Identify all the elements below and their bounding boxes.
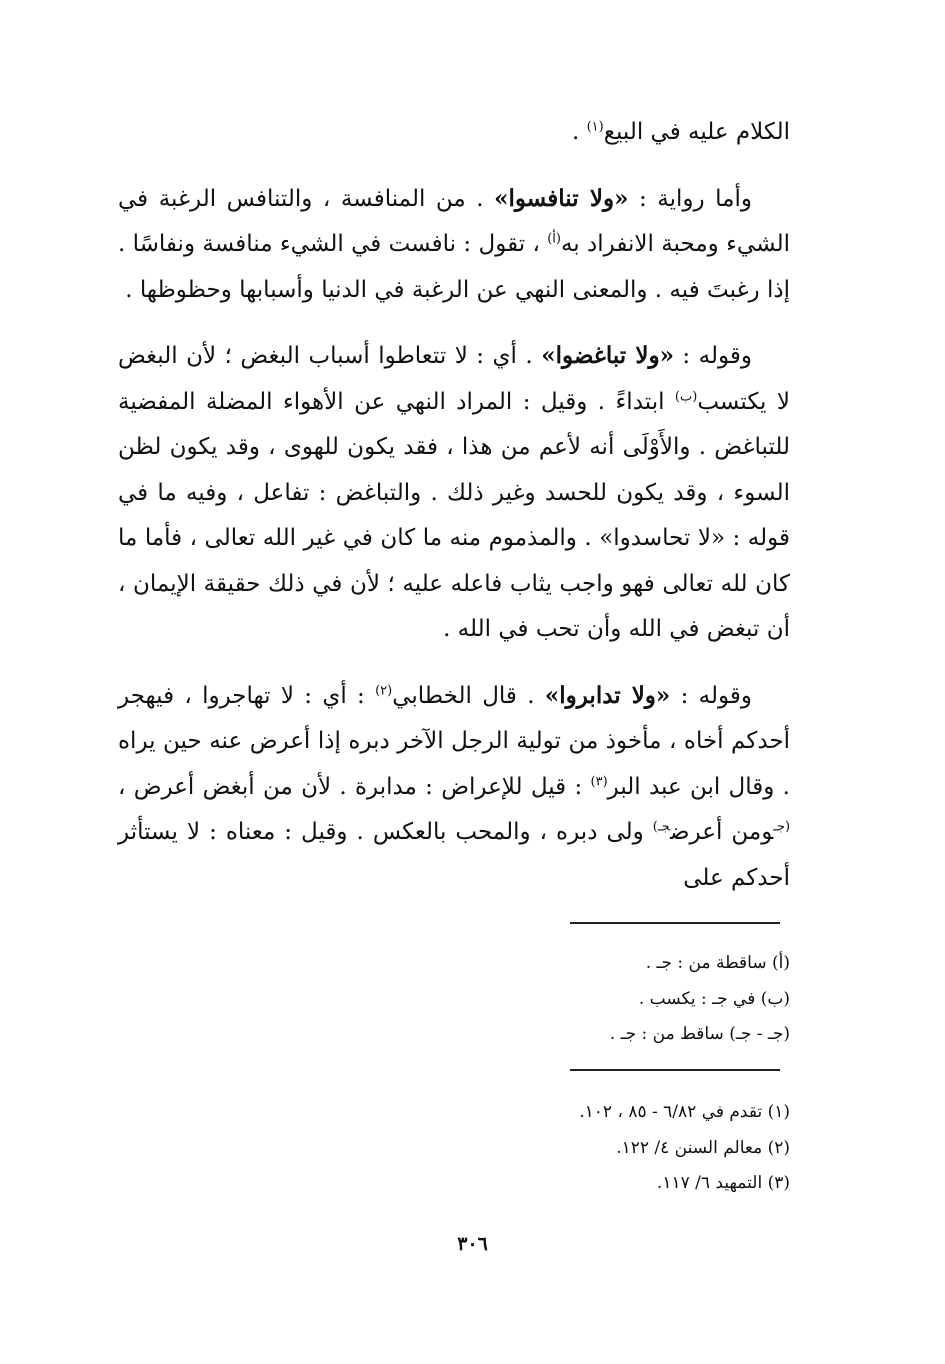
hadith-term-tadabaru: «ولا تدابروا»	[544, 681, 671, 709]
paragraph-4	[118, 673, 790, 902]
paragraph-4-text-3: : قيل للإعراض : مدابرة . لأن من أبغض أعرض ،	[118, 773, 591, 800]
source-footnotes	[118, 1095, 790, 1202]
paragraph-1-text: الكلام عليه في البيع	[603, 119, 790, 145]
hadith-term-tabaghadu: «ولا تباغضوا»	[541, 342, 674, 369]
paragraph-2	[118, 176, 790, 314]
variant-mark-ba: (ب)	[674, 388, 698, 404]
variant-footnote-alif: (أ) ساقطة من : جـ .	[645, 953, 790, 973]
source-footnote-1: (١) تقدم في ٦/٨٢ - ٨٥ ، ١٠٢.	[579, 1102, 790, 1122]
paragraph-4-text-5: ولى دبره ، والمحب بالعكس . وقيل : معناه : لا يستأثر أحدكم على	[118, 819, 790, 891]
paragraph-3-text-1: . أي : لا تتعاطوا أسباب البغض ؛ لأن البغض لا يكتسب	[118, 343, 790, 415]
paragraph-4-text-2: : أي : لا تهاجروا ، فيهجر أحدكم أخاه ، مأخوذ من تولية الرجل الآخر دبره إذا أعرض عنه حين يراه . وقال ابن عبد البر	[118, 682, 790, 800]
variant-footnotes	[118, 946, 790, 1053]
variant-mark-alif: (أ)	[547, 231, 561, 247]
paragraph-2-text-2: ، تقول : نافست في الشيء منافسة ونفاسًا . إذا رغبتَ فيه . والمعنى النهي عن الرغبة في الدنيا وأسبابها وحظوظها .	[118, 231, 790, 303]
footnote-divider-sources	[570, 1069, 780, 1071]
paragraph-1-end: .	[571, 119, 587, 145]
variant-footnote-ba: (ب) في جـ : يكسب .	[638, 988, 790, 1009]
paragraph-4-lead: وقوله :	[670, 682, 752, 709]
paragraph-1	[118, 110, 790, 156]
variant-mark-jim-close: جـ)	[652, 819, 671, 835]
reference-mark-1: (١)	[586, 119, 604, 135]
main-text	[118, 110, 790, 921]
source-footnote-3: (٣) التمهيد ٦/ ١١٧.	[656, 1173, 790, 1193]
paragraph-3-text-2: ابتداءً . وقيل : المراد النهي عن الأهواء المضلة المفضية للتباغض . والأَوْلَى أنه لأعم من هذا ، فقد يكون للهوى ، وقد يكون لظن السوء ، وقد يكون للحسد وغير ذلك . والتباغض : تفاعل ، وفيه ما في قوله : «لا تحاسدوا» . والمذموم منه ما كان في غير الله تعالى ، فأما ما كان لله تعالى فهو واجب يثاب فاعله عليه ؛ لأن في ذلك حقيقة الإيمان ، أن تبغض في الله وأن تحب في الله .	[118, 388, 790, 642]
hadith-term-tanafasu: «ولا تنافسوا»	[494, 184, 629, 212]
reference-mark-2: (٢)	[375, 682, 393, 698]
variant-mark-jim-open: (جـ	[773, 819, 791, 835]
page-number: ٣٠٦	[457, 1233, 488, 1255]
paragraph-2-text-1: . من المنافسة ، والتنافس الرغبة في الشيء ومحبة الانفراد به	[118, 185, 791, 257]
paragraph-4-text-4: ومن أعرض	[670, 819, 774, 845]
paragraph-3	[118, 333, 790, 653]
footnote-divider-variants	[570, 922, 780, 924]
paragraph-3-lead: وقوله :	[673, 343, 752, 369]
paragraph-4-text-1: . قال الخطابي	[392, 682, 545, 709]
reference-mark-3: (٣)	[590, 773, 608, 789]
paragraph-2-lead: وأما رواية :	[628, 185, 753, 212]
variant-footnote-jim: (جـ - جـ) ساقط من : جـ .	[609, 1024, 790, 1044]
source-footnote-2: (٢) معالم السنن ٤/ ١٢٢.	[616, 1137, 790, 1158]
